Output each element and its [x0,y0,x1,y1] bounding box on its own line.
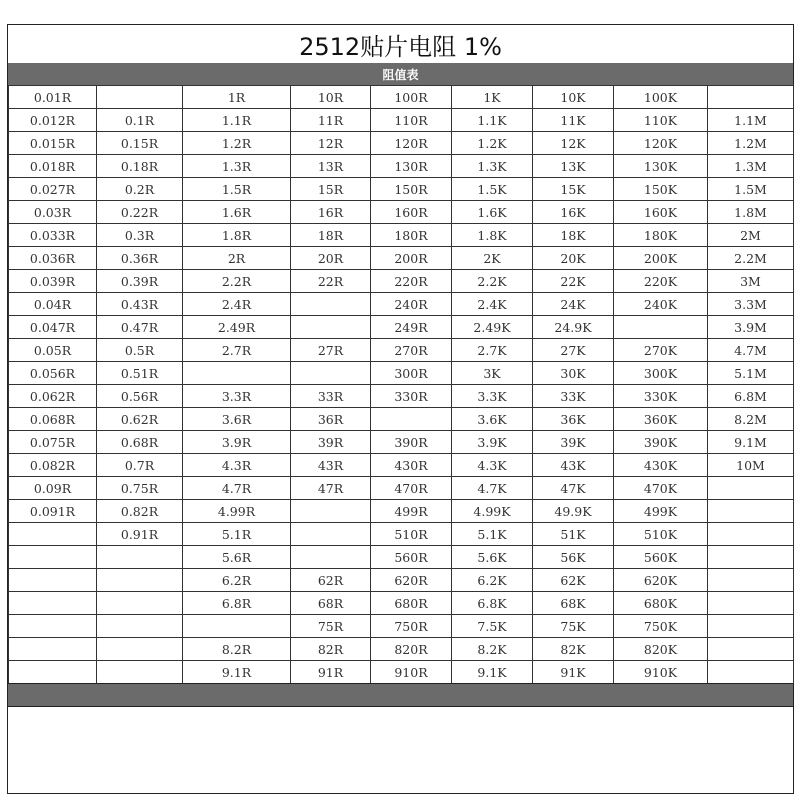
table-cell [9,638,97,661]
table-cell: 2.2K [452,270,533,293]
table-cell: 43R [291,454,371,477]
table-cell: 39R [291,431,371,454]
table-cell: 5.1K [452,523,533,546]
table-cell [291,316,371,339]
table-cell: 100K [614,86,708,109]
table-cell [9,546,97,569]
table-row [9,339,794,362]
table-cell: 0.18R [97,155,183,178]
table-cell [708,477,794,500]
table-cell: 820R [371,638,452,661]
table-cell: 220K [614,270,708,293]
table-cell [708,592,794,615]
table-cell [291,293,371,316]
table-cell: 7.5K [452,615,533,638]
table-cell [708,615,794,638]
table-cell: 4.99R [183,500,291,523]
table-cell: 2.7R [183,339,291,362]
table-cell: 4.7R [183,477,291,500]
table-cell: 0.15R [97,132,183,155]
table-row [9,293,794,316]
table-cell: 180R [371,224,452,247]
resistance-table [8,85,794,684]
table-cell: 51K [533,523,614,546]
table-cell: 0.015R [9,132,97,155]
table-cell: 0.03R [9,201,97,224]
table-row [9,523,794,546]
table-cell: 6.8R [183,592,291,615]
table-cell [708,86,794,109]
table-cell: 910K [614,661,708,684]
table-cell: 1.2M [708,132,794,155]
table-cell: 0.47R [97,316,183,339]
table-row [9,86,794,109]
table-cell: 560R [371,546,452,569]
table-cell: 560K [614,546,708,569]
table-row [9,201,794,224]
table-cell: 110R [371,109,452,132]
table-cell: 1.8M [708,201,794,224]
page-title: 2512贴片电阻 1% [8,25,793,64]
table-cell: 1.3R [183,155,291,178]
table-cell: 100R [371,86,452,109]
table-cell: 0.75R [97,477,183,500]
table-cell: 91K [533,661,614,684]
table-cell: 0.7R [97,454,183,477]
table-cell: 620R [371,569,452,592]
table-cell: 2R [183,247,291,270]
table-cell: 470R [371,477,452,500]
table-cell [614,316,708,339]
table-cell: 0.36R [97,247,183,270]
table-cell: 0.51R [97,362,183,385]
table-cell: 130K [614,155,708,178]
table-cell [9,523,97,546]
table-cell: 120R [371,132,452,155]
table-cell: 180K [614,224,708,247]
table-row [9,477,794,500]
table-row [9,385,794,408]
table-cell: 1.5M [708,178,794,201]
table-cell: 0.068R [9,408,97,431]
table-cell: 18K [533,224,614,247]
table-cell: 11K [533,109,614,132]
table-header-band: 阻值表 [8,63,793,85]
table-cell: 15R [291,178,371,201]
table-cell [708,546,794,569]
footer-band [8,683,793,707]
table-cell: 270R [371,339,452,362]
table-cell: 0.1R [97,109,183,132]
table-cell: 470K [614,477,708,500]
table-cell: 43K [533,454,614,477]
table-cell: 4.3K [452,454,533,477]
resistor-value-sheet [7,24,794,794]
table-row [9,155,794,178]
table-cell: 4.3R [183,454,291,477]
table-row [9,362,794,385]
table-cell: 18R [291,224,371,247]
table-cell [708,569,794,592]
table-cell [97,592,183,615]
table-cell: 27R [291,339,371,362]
table-cell: 240R [371,293,452,316]
table-cell: 0.027R [9,178,97,201]
table-cell: 0.062R [9,385,97,408]
table-cell: 2.49R [183,316,291,339]
table-cell: 240K [614,293,708,316]
table-cell [97,546,183,569]
table-cell: 91R [291,661,371,684]
table-cell: 6.2K [452,569,533,592]
table-cell: 1.6K [452,201,533,224]
table-cell: 0.033R [9,224,97,247]
table-cell [9,592,97,615]
table-cell: 2.2R [183,270,291,293]
table-cell: 3K [452,362,533,385]
table-cell: 56K [533,546,614,569]
table-row [9,316,794,339]
table-cell: 1.3M [708,155,794,178]
table-cell: 499R [371,500,452,523]
table-cell: 0.04R [9,293,97,316]
table-cell: 3.9R [183,431,291,454]
table-cell: 200K [614,247,708,270]
table-cell: 1.2K [452,132,533,155]
table-cell: 0.68R [97,431,183,454]
table-cell [708,523,794,546]
table-cell: 22K [533,270,614,293]
table-row [9,615,794,638]
table-cell: 8.2K [452,638,533,661]
table-cell [97,86,183,109]
table-row [9,408,794,431]
table-cell: 1.5K [452,178,533,201]
table-cell: 1.1K [452,109,533,132]
table-cell: 36R [291,408,371,431]
table-cell: 0.018R [9,155,97,178]
table-cell: 2.4K [452,293,533,316]
table-cell: 1.8K [452,224,533,247]
table-cell: 820K [614,638,708,661]
table-cell: 4.7K [452,477,533,500]
table-cell: 0.039R [9,270,97,293]
table-cell: 15K [533,178,614,201]
table-cell: 110K [614,109,708,132]
table-cell: 270K [614,339,708,362]
table-cell: 1.8R [183,224,291,247]
table-cell: 20K [533,247,614,270]
table-cell: 3.9K [452,431,533,454]
table-cell: 680R [371,592,452,615]
table-cell: 4.7M [708,339,794,362]
table-cell: 16R [291,201,371,224]
table-cell: 82K [533,638,614,661]
table-cell: 5.6K [452,546,533,569]
table-cell: 2.49K [452,316,533,339]
table-cell: 82R [291,638,371,661]
table-cell: 2.7K [452,339,533,362]
table-cell: 9.1K [452,661,533,684]
table-cell: 0.075R [9,431,97,454]
table-cell: 430K [614,454,708,477]
table-row [9,178,794,201]
table-cell: 0.05R [9,339,97,362]
table-row [9,638,794,661]
table-cell [97,615,183,638]
table-cell: 330K [614,385,708,408]
table-cell [9,661,97,684]
table-cell: 150K [614,178,708,201]
table-cell: 1K [452,86,533,109]
table-cell [97,638,183,661]
table-cell: 0.09R [9,477,97,500]
table-cell: 680K [614,592,708,615]
table-cell: 390K [614,431,708,454]
table-cell: 1.1R [183,109,291,132]
table-cell: 3.3M [708,293,794,316]
table-cell: 3.6R [183,408,291,431]
table-cell: 300R [371,362,452,385]
table-cell [183,615,291,638]
table-cell: 0.5R [97,339,183,362]
table-cell [371,408,452,431]
table-cell: 3M [708,270,794,293]
table-row [9,247,794,270]
table-cell: 13R [291,155,371,178]
table-cell: 75R [291,615,371,638]
table-cell: 620K [614,569,708,592]
table-cell: 510R [371,523,452,546]
table-cell: 0.01R [9,86,97,109]
table-cell: 8.2M [708,408,794,431]
table-cell: 910R [371,661,452,684]
table-cell: 0.3R [97,224,183,247]
table-cell: 9.1R [183,661,291,684]
table-cell [291,523,371,546]
table-cell: 2K [452,247,533,270]
table-row [9,224,794,247]
table-cell: 24.9K [533,316,614,339]
table-cell: 330R [371,385,452,408]
table-cell: 24K [533,293,614,316]
table-cell: 0.012R [9,109,97,132]
table-cell: 75K [533,615,614,638]
table-row [9,454,794,477]
table-row [9,109,794,132]
table-cell: 3.3R [183,385,291,408]
table-cell: 130R [371,155,452,178]
table-cell: 10M [708,454,794,477]
table-cell: 27K [533,339,614,362]
table-cell [291,546,371,569]
table-cell: 11R [291,109,371,132]
table-cell: 8.2R [183,638,291,661]
table-cell: 22R [291,270,371,293]
table-cell: 13K [533,155,614,178]
table-cell: 5.1R [183,523,291,546]
table-cell: 0.047R [9,316,97,339]
table-cell: 0.56R [97,385,183,408]
table-row [9,569,794,592]
table-cell [291,500,371,523]
table-cell: 5.6R [183,546,291,569]
table-cell: 6.8K [452,592,533,615]
table-cell: 0.2R [97,178,183,201]
table-cell: 3.9M [708,316,794,339]
table-cell: 9.1M [708,431,794,454]
table-cell: 1.5R [183,178,291,201]
table-cell [708,500,794,523]
table-cell: 4.99K [452,500,533,523]
table-row [9,270,794,293]
table-cell: 0.091R [9,500,97,523]
table-cell: 750R [371,615,452,638]
table-cell: 33R [291,385,371,408]
table-cell: 49.9K [533,500,614,523]
table-cell: 68R [291,592,371,615]
table-cell: 0.62R [97,408,183,431]
table-cell: 39K [533,431,614,454]
table-cell: 47R [291,477,371,500]
table-cell: 499K [614,500,708,523]
table-cell: 0.82R [97,500,183,523]
table-cell: 2.4R [183,293,291,316]
table-cell [97,569,183,592]
table-cell: 3.3K [452,385,533,408]
table-row [9,546,794,569]
table-cell: 5.1M [708,362,794,385]
table-cell: 6.8M [708,385,794,408]
table-cell: 1.6R [183,201,291,224]
table-cell: 1R [183,86,291,109]
table-cell: 220R [371,270,452,293]
table-cell: 2.2M [708,247,794,270]
table-row [9,500,794,523]
table-cell [9,615,97,638]
table-cell: 10R [291,86,371,109]
table-cell: 1.1M [708,109,794,132]
table-cell: 68K [533,592,614,615]
table-row [9,132,794,155]
table-cell: 62R [291,569,371,592]
table-cell: 30K [533,362,614,385]
table-cell: 249R [371,316,452,339]
table-cell: 16K [533,201,614,224]
table-row [9,592,794,615]
table-cell: 160K [614,201,708,224]
table-cell: 360K [614,408,708,431]
table-cell: 20R [291,247,371,270]
table-cell [708,638,794,661]
table-cell: 750K [614,615,708,638]
table-cell: 150R [371,178,452,201]
table-cell: 0.22R [97,201,183,224]
table-cell: 62K [533,569,614,592]
table-cell: 36K [533,408,614,431]
table-cell: 1.2R [183,132,291,155]
table-cell: 0.036R [9,247,97,270]
table-row [9,431,794,454]
table-cell: 430R [371,454,452,477]
table-cell: 200R [371,247,452,270]
table-cell: 10K [533,86,614,109]
table-cell: 0.43R [97,293,183,316]
table-cell: 0.39R [97,270,183,293]
table-cell: 300K [614,362,708,385]
table-cell: 390R [371,431,452,454]
table-cell: 6.2R [183,569,291,592]
table-cell: 0.91R [97,523,183,546]
table-cell: 33K [533,385,614,408]
table-cell [291,362,371,385]
table-row [9,661,794,684]
table-cell: 12K [533,132,614,155]
table-cell [708,661,794,684]
table-cell: 47K [533,477,614,500]
table-cell: 12R [291,132,371,155]
table-cell: 3.6K [452,408,533,431]
table-cell: 1.3K [452,155,533,178]
table-cell [97,661,183,684]
table-cell: 2M [708,224,794,247]
table-cell [9,569,97,592]
table-cell [183,362,291,385]
table-cell: 120K [614,132,708,155]
table-cell: 510K [614,523,708,546]
table-cell: 160R [371,201,452,224]
table-cell: 0.056R [9,362,97,385]
table-cell: 0.082R [9,454,97,477]
